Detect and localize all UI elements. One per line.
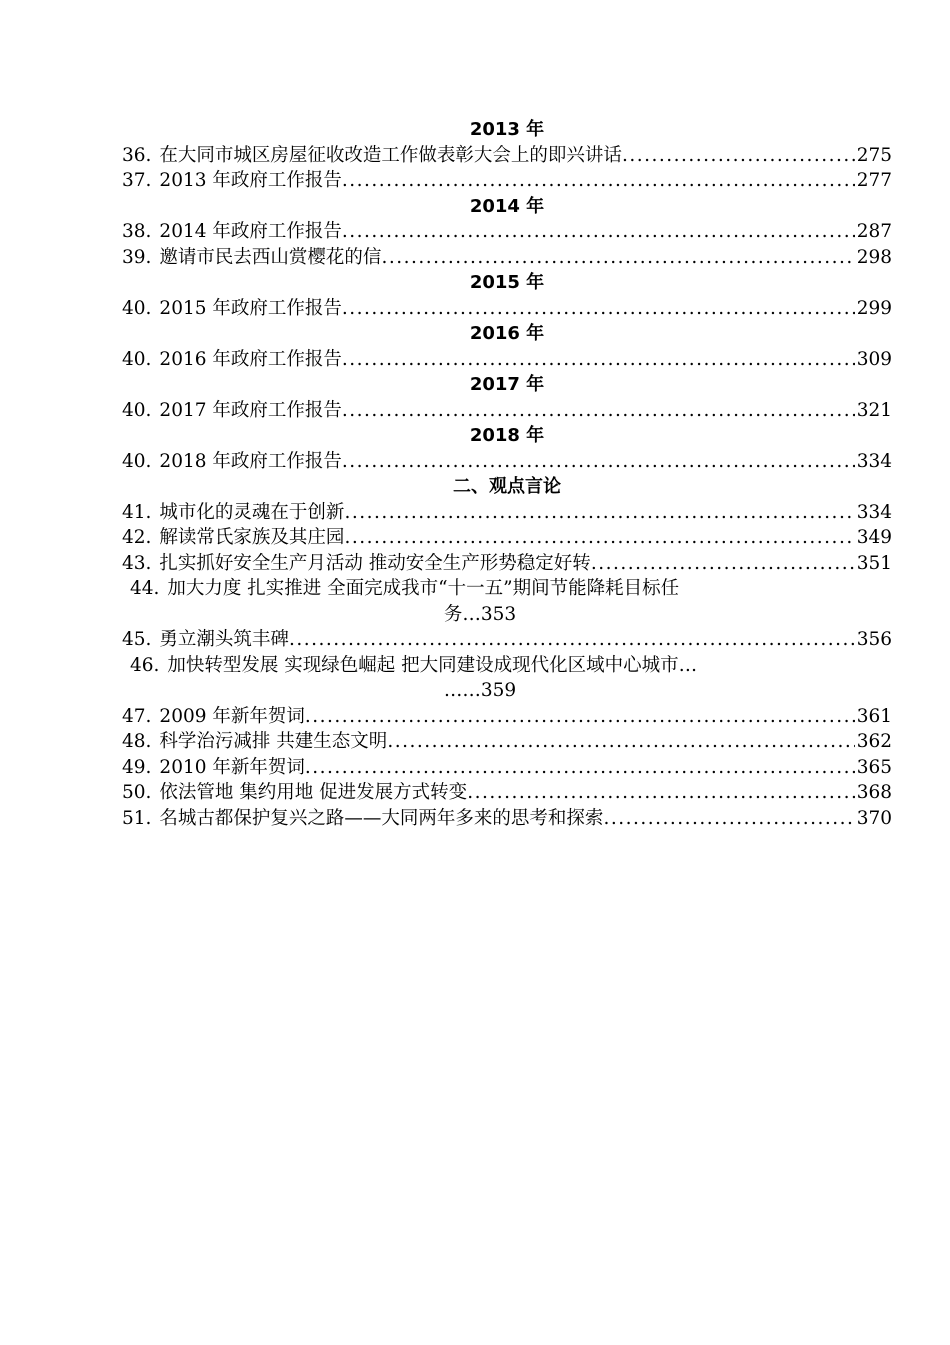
toc-entry[interactable] (122, 551, 892, 577)
dot-leader (381, 245, 854, 271)
entry-title: 城市化的灵魂在于创新 (159, 501, 345, 523)
entry-page-number: 370 (856, 807, 892, 829)
entry-number: 36. (122, 144, 152, 166)
entry-page-number: 277 (856, 170, 892, 191)
entry-title: 加快转型发展 实现绿色崛起 把大同建设成现代化区域中心城市… (167, 654, 698, 676)
toc-entry-wrapped[interactable] (122, 576, 830, 627)
entry-line-1 (130, 653, 830, 679)
section-heading: 二、观点言论 (453, 476, 561, 497)
toc-entry[interactable] (122, 704, 892, 730)
dot-leader (603, 806, 854, 832)
entry-title: 名城古都保护复兴之路——大同两年多来的思考和探索 (159, 807, 604, 829)
toc-entry[interactable] (122, 729, 892, 755)
entry-number: 49. (122, 756, 152, 778)
toc-entry[interactable] (122, 347, 892, 373)
entry-number: 46. (130, 654, 160, 676)
dot-leader (387, 729, 854, 755)
entry-title: 依法管地 集约用地 促进发展方式转变 (159, 782, 468, 803)
entry-number: 42. (122, 527, 152, 548)
entry-title: 2009 年新年贺词 (159, 705, 305, 727)
entry-number: 43. (122, 552, 152, 574)
table-of-contents (122, 117, 892, 831)
entry-page-number: 351 (856, 552, 892, 574)
dot-leader (467, 780, 855, 806)
entry-number: 38. (122, 221, 152, 242)
toc-entry[interactable] (122, 780, 892, 806)
toc-entry[interactable] (122, 755, 892, 781)
dot-leader (305, 755, 855, 781)
toc-entry[interactable] (122, 525, 892, 551)
entry-page-number: 299 (856, 297, 892, 319)
toc-entry[interactable] (122, 168, 892, 194)
entry-number: 40. (122, 297, 152, 319)
entry-title: 2016 年政府工作报告 (159, 348, 342, 370)
entry-title: 2010 年新年贺词 (159, 756, 305, 778)
entry-number: 50. (122, 782, 152, 803)
entry-continuation: ……359 (443, 680, 517, 701)
entry-page-number: 334 (856, 501, 892, 523)
entry-number: 40. (122, 399, 152, 421)
toc-entry[interactable] (122, 806, 892, 832)
section-heading: 2018 年 (469, 425, 545, 446)
section-heading: 2015 年 (469, 272, 545, 293)
entry-page-number: 361 (856, 705, 892, 727)
dot-leader (344, 525, 854, 551)
entry-title: 勇立潮头筑丰碑 (159, 629, 289, 650)
entry-page-number: 365 (856, 756, 892, 778)
toc-entry[interactable] (122, 449, 892, 475)
entry-page-number: 334 (856, 450, 892, 472)
entry-number: 45. (122, 629, 152, 650)
dot-leader (342, 398, 855, 424)
toc-entry[interactable] (122, 500, 892, 526)
entry-title: 2013 年政府工作报告 (159, 170, 342, 191)
section-heading: 2014 年 (469, 195, 545, 217)
entry-page-number: 356 (856, 629, 892, 650)
entry-number: 51. (122, 807, 152, 829)
entry-number: 41. (122, 501, 152, 523)
entry-title: 在大同市城区房屋征收改造工作做表彰大会上的即兴讲话 (159, 144, 622, 166)
dot-leader (622, 143, 855, 169)
entry-title: 解读常氏家族及其庄园 (159, 527, 345, 548)
section-heading: 2017 年 (469, 374, 545, 395)
entry-page-number: 362 (856, 731, 892, 752)
dot-leader (305, 704, 855, 730)
dot-leader (342, 219, 855, 245)
dot-leader (344, 500, 854, 526)
dot-leader (342, 168, 855, 194)
entry-title: 邀请市民去西山赏樱花的信 (159, 246, 382, 268)
dot-leader (591, 551, 855, 577)
entry-title: 2017 年政府工作报告 (159, 399, 342, 421)
entry-number: 40. (122, 348, 152, 370)
toc-entry-wrapped[interactable] (122, 653, 830, 704)
toc-entry[interactable] (122, 398, 892, 424)
dot-leader (289, 627, 855, 653)
entry-title: 2018 年政府工作报告 (159, 450, 342, 472)
entry-title: 加大力度 扎实推进 全面完成我市“十一五”期间节能降耗目标任 (167, 578, 680, 599)
section-heading: 2013 年 (469, 119, 545, 140)
entry-title: 扎实抓好安全生产月活动 推动安全生产形势稳定好转 (159, 552, 591, 574)
entry-continuation: 务…353 (443, 603, 517, 625)
toc-entry[interactable] (122, 245, 892, 271)
entry-page-number: 298 (856, 246, 892, 268)
entry-title: 2014 年政府工作报告 (159, 221, 342, 242)
entry-page-number: 349 (856, 527, 892, 548)
toc-entry[interactable] (122, 143, 892, 169)
entry-title: 科学治污减排 共建生态文明 (159, 731, 388, 752)
entry-number: 48. (122, 731, 152, 752)
entry-page-number: 287 (856, 221, 892, 242)
entry-number: 44. (130, 578, 160, 599)
toc-entry[interactable] (122, 296, 892, 322)
entry-page-number: 321 (856, 399, 892, 421)
entry-line-1 (130, 576, 830, 602)
entry-title: 2015 年政府工作报告 (159, 297, 342, 319)
entry-number: 40. (122, 450, 152, 472)
toc-entry[interactable] (122, 627, 892, 653)
section-heading: 2016 年 (469, 323, 545, 344)
entry-number: 47. (122, 705, 152, 727)
entry-page-number: 368 (856, 782, 892, 803)
dot-leader (342, 347, 855, 373)
entry-page-number: 275 (856, 144, 892, 166)
dot-leader (342, 296, 855, 322)
entry-number: 37. (122, 170, 152, 191)
toc-entry[interactable] (122, 219, 892, 245)
entry-number: 39. (122, 246, 152, 268)
dot-leader (342, 449, 855, 475)
entry-page-number: 309 (856, 348, 892, 370)
